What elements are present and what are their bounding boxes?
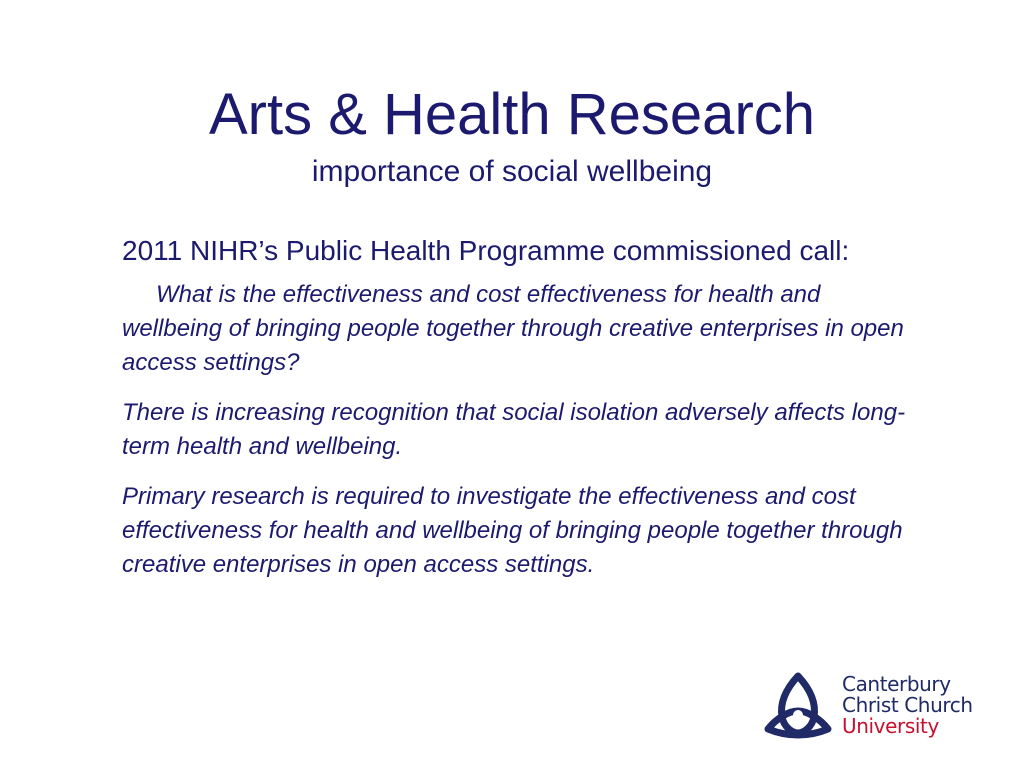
trinity-knot-icon [762,671,834,739]
slide-title: Arts & Health Research [208,82,816,147]
logo-line-3: University [842,714,939,738]
slide-subtitle: importance of social wellbeing [311,155,713,188]
university-logo [762,671,992,741]
logo-wordmark [842,674,973,737]
context-paragraph: There is increasing recognition that social isolation adversely affects long-term health and wellbeing. [122,399,906,460]
research-question: What is the effectiveness and cost effectiveness for health and wellbeing of bringing people together through creative enterprises in open access settings? [122,281,904,376]
logo-line-2: Christ Church [842,693,973,717]
requirement-paragraph: Primary research is required to investigate the effectiveness and cost effectiveness for health and wellbeing of bringing people together through creative enterprises in open access settings. [122,483,903,578]
lead-text: 2011 NIHR’s Public Health Programme commissioned call: [122,235,850,266]
logo-line-1: Canterbury [842,672,951,696]
slide-body [122,230,912,598]
